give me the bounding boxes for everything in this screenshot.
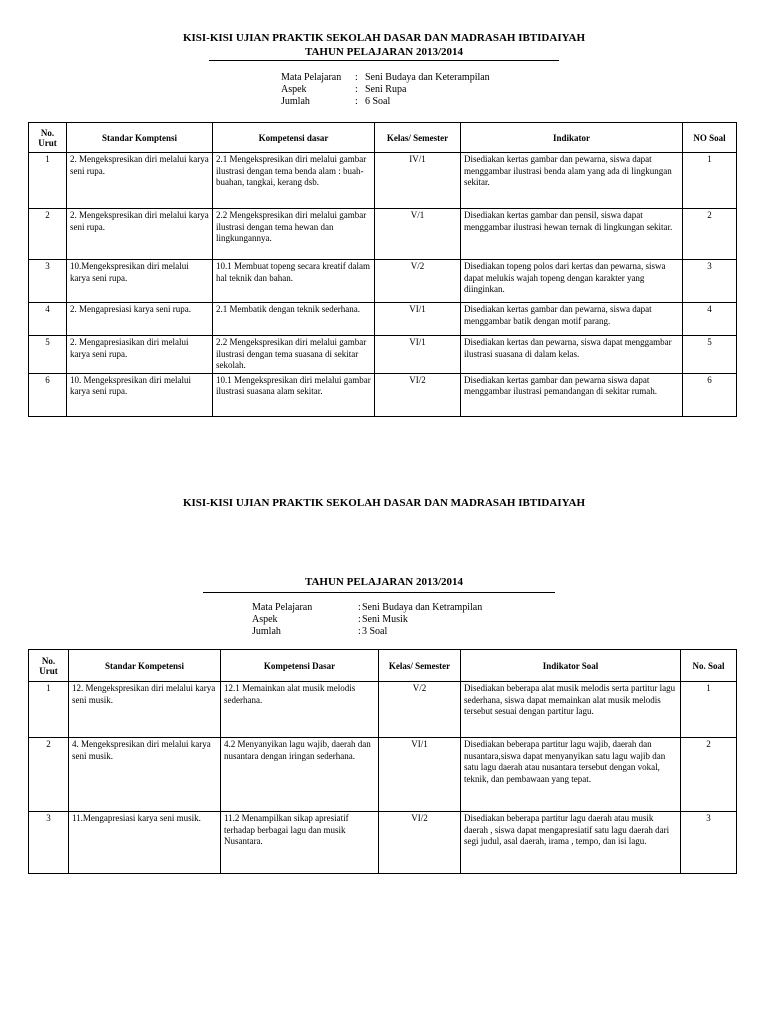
header-soal: No. Soal: [681, 650, 737, 682]
cell-indikator: Disediakan topeng polos dari kertas dan pewarna, siswa dapat melukis wajah topeng dengan karakter yang diinginkan.: [461, 260, 683, 303]
table-row: [29, 812, 737, 874]
table-row: [29, 209, 737, 260]
cell-kelas: VI/1: [379, 738, 461, 812]
doc1-table: [28, 122, 737, 417]
cell-no: 6: [29, 373, 67, 416]
table-header-row: [29, 123, 737, 153]
cell-no: 2: [29, 209, 67, 260]
cell-kd: 10.1 Mengekspresikan diri melalui gambar ilustrasi suasana alam sekitar.: [213, 373, 375, 416]
header-indikator: Indikator: [461, 123, 683, 153]
cell-soal: 5: [683, 336, 737, 374]
table-row: [29, 153, 737, 209]
header-sk: Standar Komptensi: [67, 123, 213, 153]
cell-soal: 3: [683, 260, 737, 303]
cell-kd: 10.1 Membuat topeng secara kreatif dalam hal teknik dan bahan.: [213, 260, 375, 303]
meta-sep: :: [358, 614, 361, 625]
header-kd: Kompetensi Dasar: [221, 650, 379, 682]
cell-soal: 3: [681, 812, 737, 874]
meta-value: Seni Musik: [362, 614, 408, 625]
doc2-meta-row: [252, 614, 482, 626]
header-indikator: Indikator Soal: [461, 650, 681, 682]
cell-soal: 6: [683, 373, 737, 416]
doc2-table: [28, 649, 737, 874]
header-soal: NO Soal: [683, 123, 737, 153]
cell-sk: 4. Mengekspresikan diri melalui karya seni musik.: [69, 738, 221, 812]
cell-indikator: Disediakan beberapa partitur lagu daerah atau musik daerah , siswa dapat mengapresiatif satu lagu daerah dari segi judul, asal daerah, irama , tempo, dan isi lagu.: [461, 812, 681, 874]
header-sk: Standar Kompetensi: [69, 650, 221, 682]
meta-label: Aspek: [281, 84, 307, 95]
cell-soal: 2: [683, 209, 737, 260]
cell-kelas: VI/2: [379, 812, 461, 874]
doc1-title-rule: [209, 60, 559, 61]
meta-value: Seni Budaya dan Keterampilan: [365, 72, 490, 83]
meta-value: 3 Soal: [362, 626, 388, 637]
cell-soal: 1: [681, 682, 737, 738]
doc1-meta: [281, 72, 490, 108]
table-row: [29, 373, 737, 416]
cell-sk: 2. Mengekspresikan diri melalui karya seni rupa.: [67, 153, 213, 209]
cell-soal: 4: [683, 303, 737, 336]
cell-kelas: VI/1: [375, 303, 461, 336]
cell-kelas: V/2: [375, 260, 461, 303]
header-kd: Kompetensi dasar: [213, 123, 375, 153]
cell-sk: 12. Mengekspresikan diri melalui karya seni musik.: [69, 682, 221, 738]
cell-sk: 2. Mengekspresikan diri melalui karya seni rupa.: [67, 209, 213, 260]
meta-label: Jumlah: [252, 626, 281, 637]
cell-no: 1: [29, 153, 67, 209]
doc2-title-rule: [203, 592, 555, 593]
cell-kd: 12.1 Memainkan alat musik melodis sederhana.: [221, 682, 379, 738]
cell-no: 5: [29, 336, 67, 374]
table-row: [29, 336, 737, 374]
doc1-meta-row: [281, 96, 490, 108]
cell-no: 3: [29, 812, 69, 874]
doc1-title-line1: KISI-KISI UJIAN PRAKTIK SEKOLAH DASAR DAN MADRASAH IBTIDAIYAH: [182, 32, 586, 44]
doc2-meta-row: [252, 602, 482, 614]
cell-kelas: IV/1: [375, 153, 461, 209]
cell-kelas: VI/1: [375, 336, 461, 374]
cell-kelas: V/2: [379, 682, 461, 738]
cell-kd: 2.2 Mengekspresikan diri melalui gambar ilustrasi dengan tema suasana di sekitar sekolah.: [213, 336, 375, 374]
cell-sk: 10. Mengekspresikan diri melalui karya seni rupa.: [67, 373, 213, 416]
cell-sk: 11.Mengapresiasi karya seni musik.: [69, 812, 221, 874]
cell-sk: 2. Mengapresiasikan diri melalui karya seni rupa.: [67, 336, 213, 374]
meta-sep: :: [358, 602, 361, 613]
doc1-meta-row: [281, 72, 490, 84]
cell-indikator: Disediakan kertas gambar dan pewarna siswa dapat menggambar ilustrasi pemandangan di sekitar rumah.: [461, 373, 683, 416]
doc2-meta: [252, 602, 482, 638]
table-header-row: [29, 650, 737, 682]
header-kelas: Kelas/ Semester: [379, 650, 461, 682]
meta-value: Seni Budaya dan Ketrampilan: [362, 602, 483, 613]
cell-kd: 2.1 Membatik dengan teknik sederhana.: [213, 303, 375, 336]
meta-value: 6 Soal: [365, 96, 391, 107]
table-row: [29, 260, 737, 303]
meta-sep: :: [355, 84, 358, 95]
cell-sk: 2. Mengapresiasi karya seni rupa.: [67, 303, 213, 336]
table-row: [29, 682, 737, 738]
cell-no: 3: [29, 260, 67, 303]
cell-soal: 2: [681, 738, 737, 812]
header-no: No. Urut: [29, 650, 69, 682]
cell-soal: 1: [683, 153, 737, 209]
meta-label: Mata Pelajaran: [281, 72, 342, 83]
cell-kelas: V/1: [375, 209, 461, 260]
cell-indikator: Disediakan kertas dan pewarna, siswa dapat menggambar ilustrasi suasana di dalam kelas.: [461, 336, 683, 374]
cell-kd: 11.2 Menampilkan sikap apresiatif terhadap berbagai lagu dan musik Nusantara.: [221, 812, 379, 874]
doc2-title-line1: KISI-KISI UJIAN PRAKTIK SEKOLAH DASAR DAN MADRASAH IBTIDAIYAH: [182, 497, 586, 509]
cell-kd: 4.2 Menyanyikan lagu wajib, daerah dan nusantara dengan iringan sederhana.: [221, 738, 379, 812]
cell-indikator: Disediakan beberapa alat musik melodis serta partitur lagu sederhana, siswa dapat memainkan alat musik melodis tersebut sesuai dengan partitur lagu.: [461, 682, 681, 738]
cell-indikator: Disediakan kertas gambar dan pewarna, siswa dapat menggambar ilustrasi benda alam yang ada di lingkungan sekitar.: [461, 153, 683, 209]
header-kelas: Kelas/ Semester: [375, 123, 461, 153]
cell-no: 1: [29, 682, 69, 738]
meta-label: Mata Pelajaran: [252, 602, 313, 613]
meta-value: Seni Rupa: [365, 84, 407, 95]
header-no: No. Urut: [29, 123, 67, 153]
cell-kd: 2.1 Mengekspresikan diri melalui gambar ilustrasi dengan tema benda alam : buah-buahan, tangkai, kerang dsb.: [213, 153, 375, 209]
cell-no: 4: [29, 303, 67, 336]
meta-sep: :: [355, 96, 358, 107]
meta-label: Jumlah: [281, 96, 310, 107]
cell-indikator: Disediakan kertas gambar dan pewarna, siswa dapat menggambar batik dengan motif parang.: [461, 303, 683, 336]
cell-no: 2: [29, 738, 69, 812]
table-row: [29, 303, 737, 336]
doc1-meta-row: [281, 84, 490, 96]
meta-sep: :: [358, 626, 361, 637]
meta-sep: :: [355, 72, 358, 83]
meta-label: Aspek: [252, 614, 278, 625]
cell-indikator: Disediakan kertas gambar dan pensil, siswa dapat menggambar ilustrasi hewan ternak di lingkungan sekitar.: [461, 209, 683, 260]
cell-kd: 2.2 Mengekspresikan diri melalui gambar ilustrasi dengan tema hewan dan lingkungannya.: [213, 209, 375, 260]
doc2-meta-row: [252, 626, 482, 638]
table-row: [29, 738, 737, 812]
cell-kelas: VI/2: [375, 373, 461, 416]
cell-indikator: Disediakan beberapa partitur lagu wajib, daerah dan nusantara,siswa dapat menyanyikan satu lagu wajib dan satu lagu daerah atau nusantara tersebut dengan vokal, teknik, dan pembawaan yang tepat.: [461, 738, 681, 812]
doc2-title-line2: TAHUN PELAJARAN 2013/2014: [304, 576, 464, 588]
doc1-title: [0, 31, 768, 61]
doc1-title-line2: TAHUN PELAJARAN 2013/2014: [304, 46, 464, 58]
cell-sk: 10.Mengekspresikan diri melalui karya seni rupa.: [67, 260, 213, 303]
